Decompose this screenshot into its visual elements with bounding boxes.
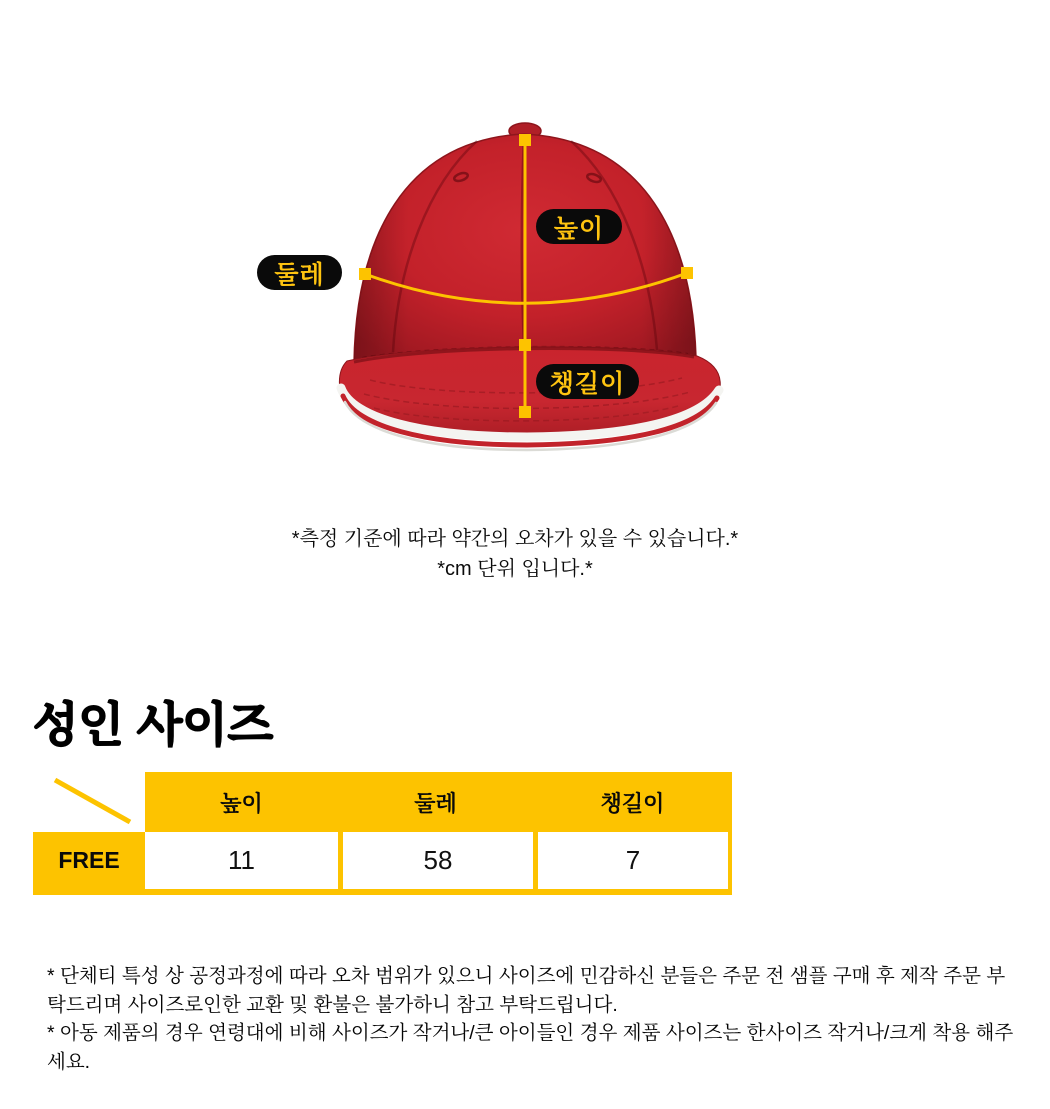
footer-note-paragraph2: * 아동 제품의 경우 연령대에 비해 사이즈가 작거나/큰 아이들인 경우 제품 사이즈는 한사이즈 작거나/크게 착용 해주세요.	[47, 1022, 1014, 1073]
diagonal-line-icon	[33, 772, 145, 827]
measure-marker	[519, 134, 531, 146]
measurement-note-line2: *cm 단위 입니다.*	[437, 558, 593, 580]
circumference-label: 둘레	[274, 260, 325, 289]
cell-height-value: 11	[145, 832, 338, 889]
column-header-brim-length: 챙길이	[533, 772, 732, 832]
footer-note-paragraph1: * 단체티 특성 상 공정과정에 따라 오차 범위가 있으니 사이즈에 민감하신 분들은 주문 전 샘플 구매 후 제작 주문 부탁드리며 사이즈로인한 교환 및 환불은 불가하니 참고 부탁드립니다.	[47, 965, 1006, 1016]
brim-length-label-pill	[536, 364, 639, 399]
circumference-label-pill	[257, 255, 342, 290]
size-table-header	[33, 772, 732, 827]
row-label-free: FREE	[33, 832, 145, 889]
measurement-notes	[0, 524, 1030, 584]
height-label-pill	[536, 209, 622, 244]
brim-length-label: 챙길이	[549, 369, 626, 398]
page-title: 성인 사이즈	[33, 698, 274, 751]
height-label: 높이	[553, 214, 605, 243]
measure-marker	[519, 339, 531, 351]
table-row	[33, 832, 732, 895]
cell-brim-length-value: 7	[533, 832, 728, 889]
size-table-corner-cell	[33, 772, 145, 832]
column-header-height: 높이	[145, 772, 338, 832]
cell-circumference-value: 58	[338, 832, 533, 889]
cap-brim	[339, 347, 720, 450]
column-header-circumference: 둘레	[338, 772, 533, 832]
measure-marker	[359, 268, 371, 280]
measure-marker	[681, 267, 693, 279]
measurement-note-line1: *측정 기준에 따라 약간의 오차가 있을 수 있습니다.*	[291, 528, 739, 550]
measure-marker	[519, 406, 531, 418]
footer-notes	[47, 962, 1022, 1076]
size-table	[33, 772, 732, 895]
